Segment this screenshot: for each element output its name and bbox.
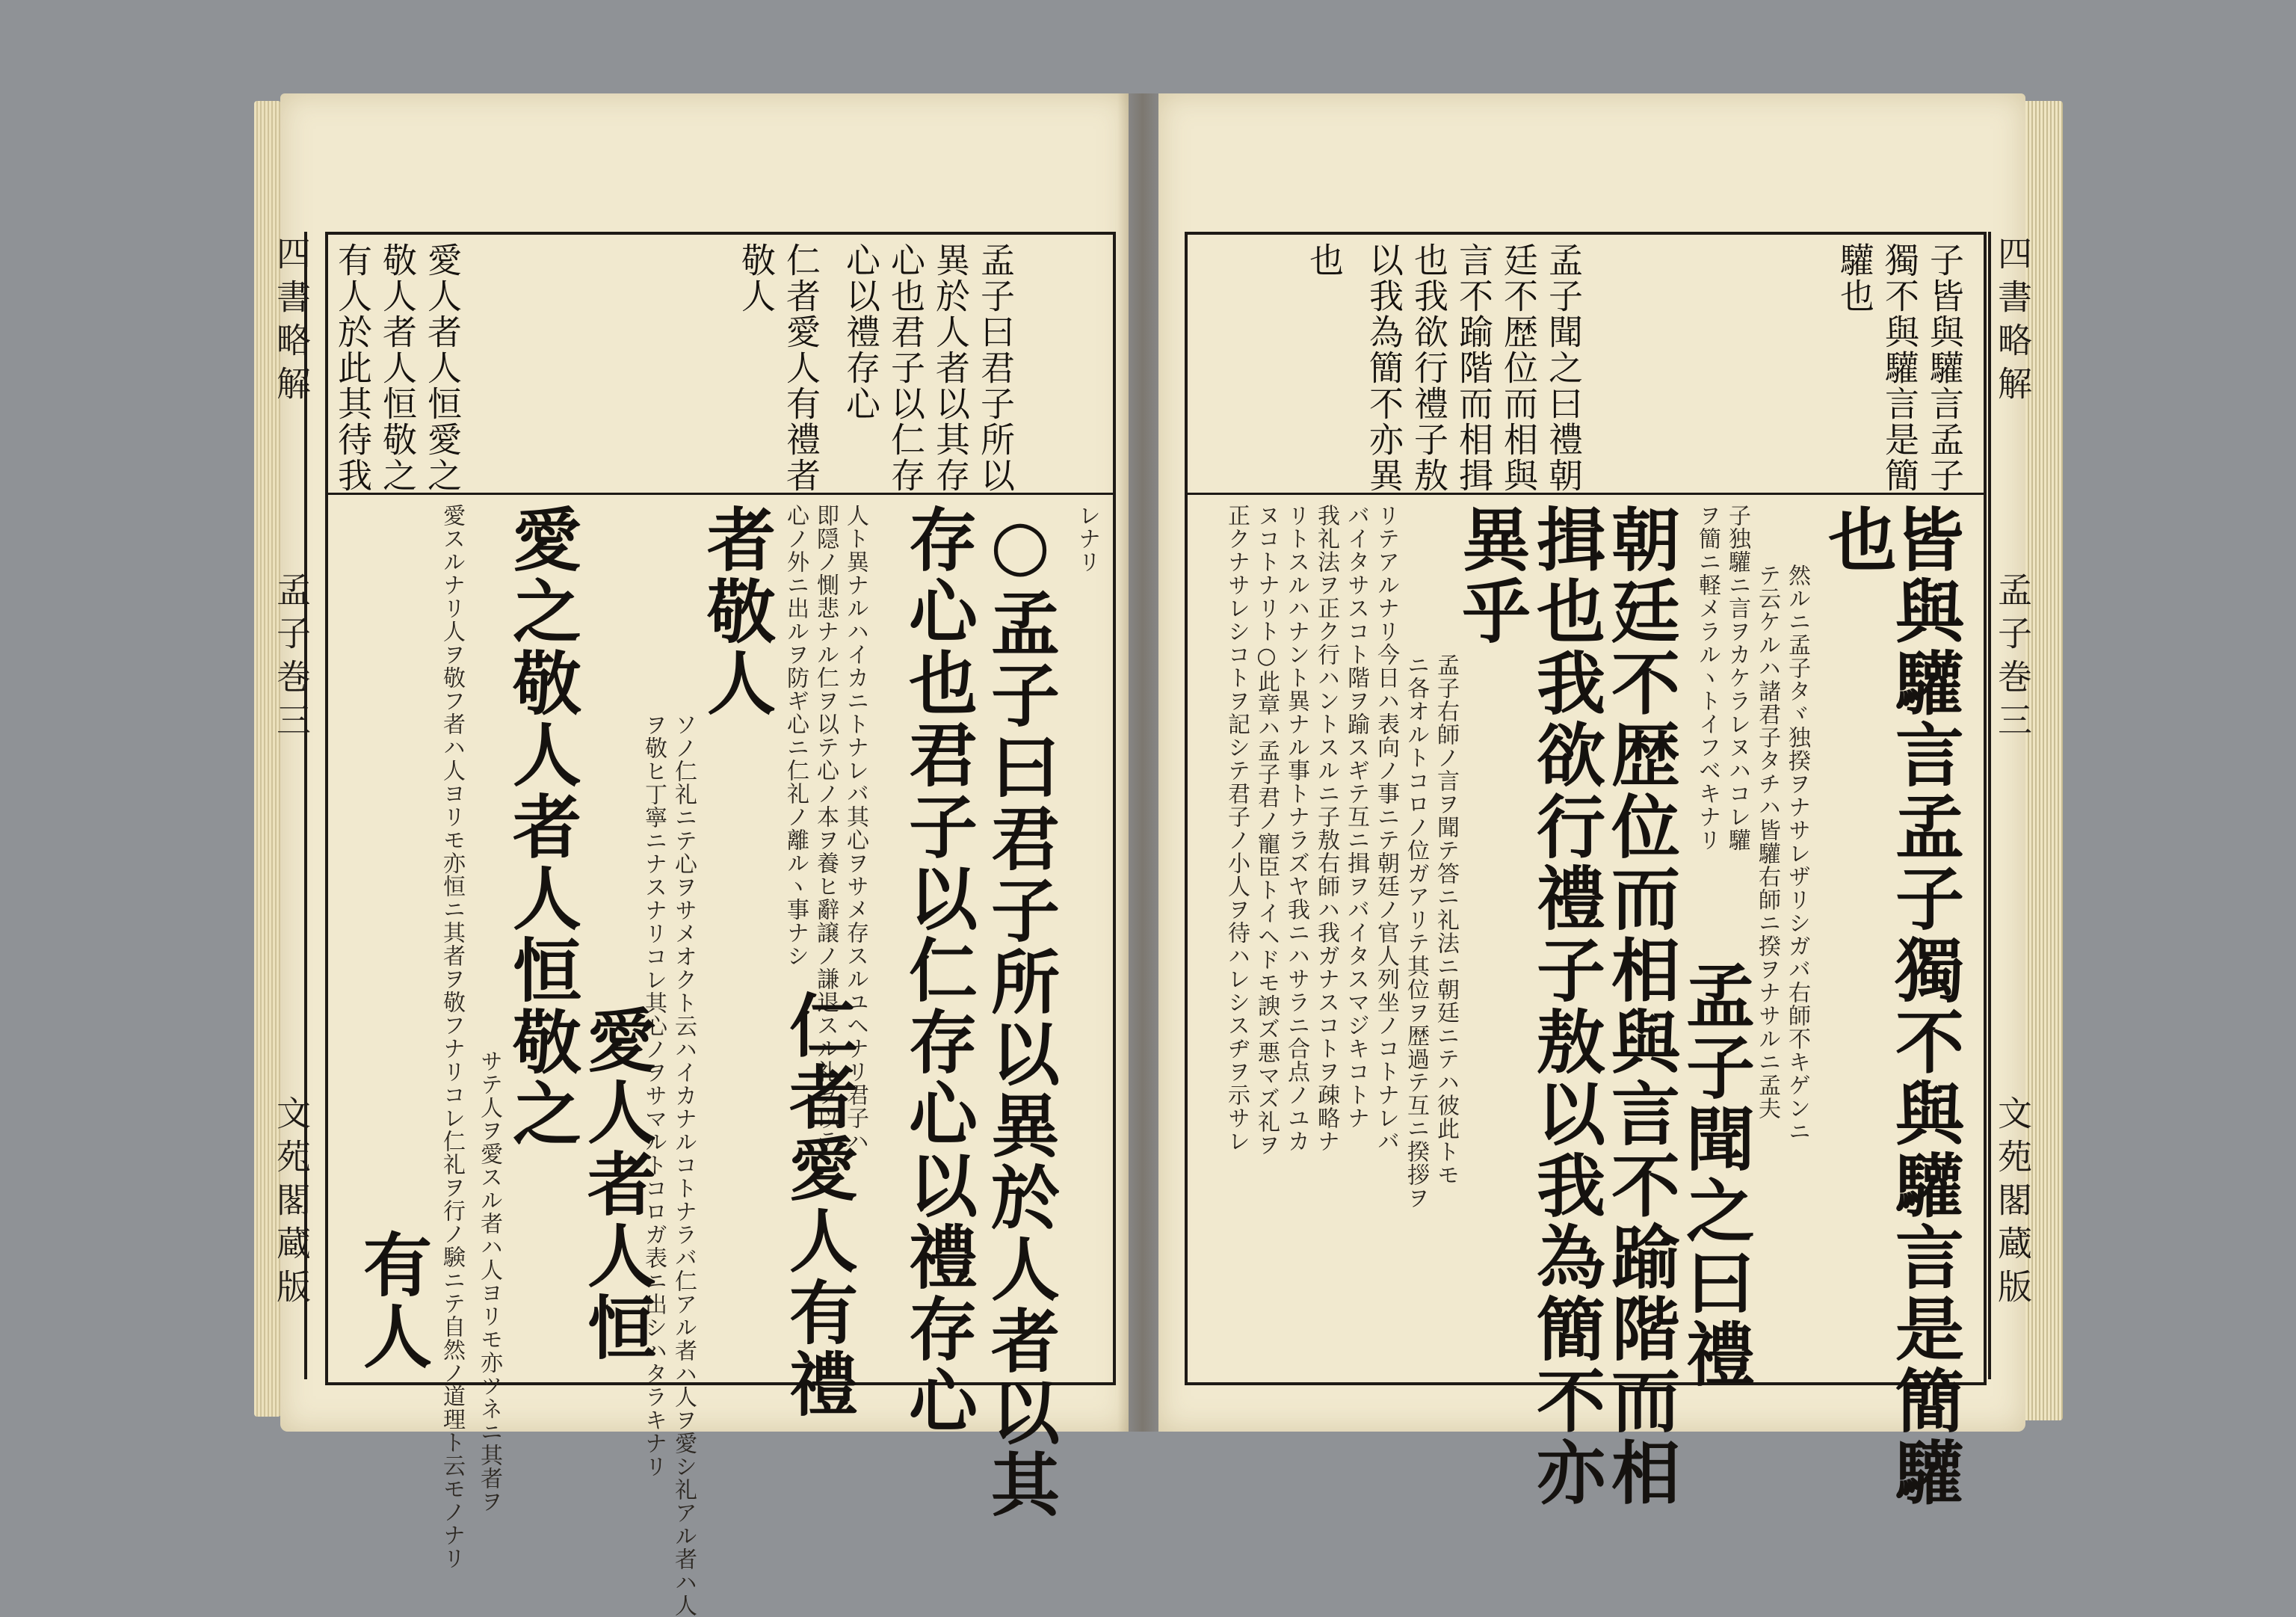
main-text-col: 存心也君子以仁存心以禮存心	[898, 504, 978, 1437]
margin-chapter: 孟子巻三	[1993, 572, 2033, 745]
commentary-col: 孟子右師ノ言ヲ聞テ答ニ礼法ニ朝廷ニテハ彼此トモ	[1433, 653, 1459, 1186]
top-text-col: 也我欲行禮子敖	[1409, 242, 1449, 493]
commentary-col: 人ト異ナルハイカニトナレバ其心ヲサメ存スルユヘナリ君子ハ	[842, 504, 868, 1153]
margin-book-title: 四書略解	[1993, 235, 2033, 409]
top-text-col: 也	[1304, 242, 1345, 278]
commentary-col: ヲ敬ヒ丁寧ニナスナリコレ其心ノヲサマルトコロガ表ニ出シハタラキナリ	[641, 713, 667, 1478]
top-text-col: 以我為簡不亦異	[1364, 242, 1404, 493]
text-frame	[1185, 232, 1987, 1509]
commentary-col: ニ各オルトコロノ位ガアリテ其位ヲ歴過テ互ニ揆拶ヲ	[1403, 653, 1429, 1210]
top-text-col: 有人於此其待我	[333, 242, 373, 493]
commentary-col: サテ人ヲ愛スル者ハ人ヨリモ亦ツネニ其者ヲ	[476, 1050, 502, 1513]
commentary-col: 正クナサレシコトヲ記シテ君子ノ小人ヲ待ハレシスヂヲ示サレ	[1223, 504, 1250, 1153]
commentary-col: ヲ簡ニ軽メラルヽトイフベキナリ	[1694, 504, 1721, 851]
top-text-col: 孟子聞之曰禮朝	[1543, 242, 1584, 493]
right-page	[1158, 93, 2033, 1509]
top-text-col: 心也君子以仁存	[886, 242, 926, 493]
top-text-col: 愛人者人恒愛之	[422, 242, 463, 493]
top-text-col: 敬人者人恒敬之	[377, 242, 418, 493]
top-text-col: 驩也	[1835, 242, 1875, 314]
main-text-col: 有人	[352, 1229, 433, 1373]
commentary-col: ソノ仁礼ニテ心ヲサメオクト云ハイカナルコトナラバ仁アル者ハ人ヲ愛シ礼アル者ハ人	[670, 713, 697, 1617]
commentary-col: 愛スルナリ人ヲ敬フ者ハ人ヨリモ亦恒ニ其者ヲ敬フナリコレ仁礼ヲ行ノ験ニテ自然ノ道理ト云モノナリ	[439, 504, 465, 1570]
main-text-col: 愛之敬人者人恒敬之	[502, 504, 582, 1150]
commentary-col: バイタサスコト階ヲ踰スギテ互ニ揖ヲバイタスマジキコトナ	[1343, 504, 1369, 1130]
main-text-col: 者敬人	[696, 504, 777, 719]
main-text-col: 皆與驩言孟子獨不與驩言是簡驩	[1884, 504, 1965, 1509]
top-text-col: 心以禮存心	[841, 242, 881, 422]
commentary-col: レナリ	[1074, 504, 1100, 573]
header-divider	[1188, 493, 1984, 495]
commentary-col: リトスルハナント異ナル事トナラズヤ我ニハサラニ合点ノユカ	[1283, 504, 1309, 1153]
main-text-col: 孟子聞之曰禮	[1675, 960, 1756, 1390]
main-text-col: ○孟子曰君子所以異於人者以其	[980, 504, 1061, 1521]
top-text-col: 仁者愛人有禮者	[781, 242, 821, 493]
commentary-col: 我礼法ヲ正ク行ハントスルニ子敖右師ハ我ガナスコトヲ疎略ナ	[1313, 504, 1339, 1153]
main-text-col: 朝廷不歴位而相與言不踰階而相	[1600, 504, 1681, 1509]
margin-publisher: 文苑閣蔵版	[271, 1095, 312, 1312]
text-frame	[325, 232, 1116, 1617]
commentary-col: 即隠ノ惻悲ナル仁ヲ以テ心ノ本ヲ養ヒ辭譲ノ謙退スル礼ヲ以テ	[812, 504, 839, 1153]
top-text-col: 敬人	[736, 242, 777, 314]
commentary-col: 子独驩ニ言ヲカケラレヌハコレ驩	[1724, 504, 1750, 851]
main-text-col: 也	[1817, 504, 1898, 576]
top-text-col: 孟子曰君子所以	[975, 242, 1016, 493]
main-text-col: 揖也我欲行禮子敖以我為簡不亦	[1525, 504, 1606, 1509]
top-text-col: 廷不歴位而相與	[1499, 242, 1539, 493]
left-page	[271, 93, 1129, 1617]
commentary-col: リテアルナリ今日ハ表向ノ事ニテ朝廷ノ官人列坐ノコトナレバ	[1373, 504, 1399, 1153]
top-text-col: 異於人者以其存	[931, 242, 971, 493]
open-book	[224, 86, 2078, 1617]
commentary-col: ヌコトナリト○此章ハ孟子君ノ寵臣トイヘドモ諛ズ悪マズ礼ヲ	[1253, 504, 1280, 1156]
commentary-col: 然ルニ孟子タヾ独揆ヲナサレザリシガバ右師不キゲンニ	[1784, 564, 1810, 1143]
main-text-col: 異乎	[1451, 504, 1531, 647]
margin-chapter: 孟子巻三	[271, 572, 312, 745]
commentary-col: テ云ケルハ諸君子タチハ皆驩右師ニ揆ヲナサルニ孟夫	[1754, 564, 1780, 1120]
top-text-col: 子皆與驩言孟子	[1925, 242, 1965, 493]
main-text-col: 愛人者人恒	[576, 1005, 657, 1364]
commentary-col: 心ノ外ニ出ルヲ防ギ心ニ仁礼ノ離ルヽ事ナシ	[783, 504, 809, 967]
top-text-col: 獨不與驩言是簡	[1880, 242, 1920, 493]
margin-publisher: 文苑閣蔵版	[1993, 1095, 2033, 1312]
margin-book-title: 四書略解	[271, 235, 312, 409]
main-text-col: 仁者愛人有禮	[778, 990, 859, 1420]
top-text-col: 言不踰階而相揖	[1454, 242, 1494, 493]
